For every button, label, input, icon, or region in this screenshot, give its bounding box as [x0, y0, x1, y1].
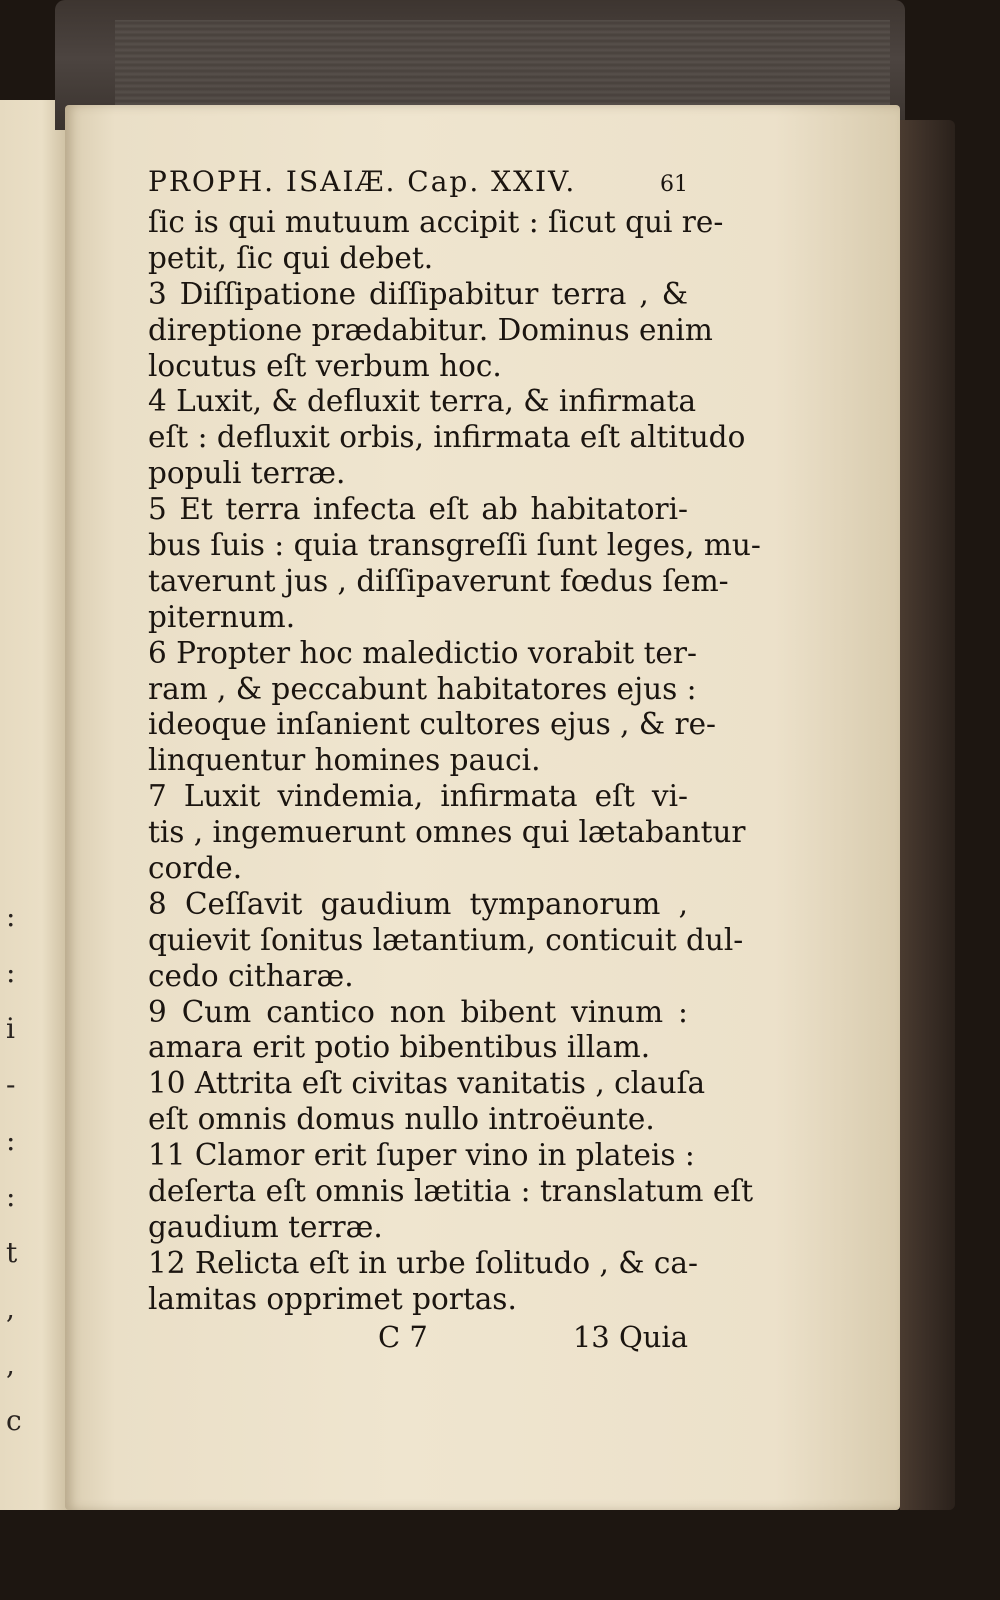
- text-line: ideoque inſanient cultores ejus , & re-: [148, 707, 717, 742]
- text-line: gaudium terræ.: [148, 1209, 383, 1244]
- left-fragment: ,: [6, 1292, 15, 1325]
- text-line: ſic is qui mutuum accipit : ſicut qui re-: [148, 205, 724, 239]
- left-fragment: -: [6, 1068, 16, 1101]
- left-fragment: :: [6, 1124, 16, 1157]
- text-line: locutus eſt verbum hoc.: [148, 348, 502, 383]
- text-line: eſt : defluxit orbis, infirmata eſt altitudo: [148, 420, 746, 455]
- text-line: 8 Ceſſavit gaudium tympanorum ,: [148, 886, 688, 921]
- running-head-title: PROPH. ISAIÆ. Cap. XXIV.: [148, 165, 577, 198]
- text-line: deſerta eſt omnis lætitia : translatum eſt: [148, 1174, 754, 1209]
- left-page-edge: [0, 100, 72, 1510]
- left-fragment: i: [6, 1012, 15, 1045]
- left-page-fragments: [6, 900, 46, 1460]
- text-line: direptione prædabitur. Dominus enim: [148, 312, 713, 347]
- catchword: 13 Quia: [572, 1319, 688, 1354]
- left-fragment: :: [6, 956, 16, 989]
- text-line: 6 Propter hoc maledictio vorabit ter-: [148, 635, 697, 670]
- text-line: taverunt jus , diſſipaverunt fœdus ſem-: [148, 563, 729, 598]
- left-fragment: ,: [6, 1348, 15, 1381]
- left-fragment: :: [6, 900, 16, 933]
- text-line: 12 Relicta eſt in urbe ſolitudo , & ca-: [148, 1245, 698, 1280]
- left-fragment: :: [6, 1180, 16, 1213]
- text-line: 5 Et terra infecta eſt ab habitatori-: [148, 492, 688, 527]
- text-line: piternum.: [148, 599, 296, 634]
- text-line: cedo citharæ.: [148, 958, 354, 993]
- page-footer: [148, 1320, 688, 1360]
- page-text: [148, 165, 761, 1360]
- text-line: amara erit potio bibentibus illam.: [148, 1030, 651, 1065]
- running-head: [148, 165, 688, 205]
- left-fragment: t: [6, 1236, 18, 1269]
- text-line: populi terræ.: [148, 456, 346, 491]
- text-line: bus ſuis : quia transgreſſi ſunt leges, mu-: [148, 528, 761, 563]
- text-line: 3 Diſſipatione diſſipabitur terra , &: [148, 276, 688, 311]
- page-stack-top: [115, 20, 890, 110]
- text-line: 4 Luxit, & defluxit terra, & infirmata: [148, 384, 697, 419]
- text-line: 9 Cum cantico non bibent vinum :: [148, 994, 688, 1029]
- page-number: 61: [660, 172, 688, 197]
- text-line: lamitas opprimet portas.: [148, 1281, 517, 1316]
- text-line: quievit ſonitus lætantium, conticuit dul-: [148, 922, 744, 957]
- text-line: 7 Luxit vindemia, infirmata eſt vi-: [148, 779, 688, 814]
- text-line: linquentur homines pauci.: [148, 743, 541, 778]
- text-line: 11 Clamor erit ſuper vino in plateis :: [148, 1138, 695, 1173]
- text-line: petit, ſic qui debet.: [148, 240, 434, 275]
- text-line: ram , & peccabunt habitatores ejus :: [148, 671, 697, 706]
- text-line: eſt omnis domus nullo introëunte.: [148, 1102, 655, 1137]
- signature-mark: C 7: [378, 1319, 428, 1354]
- left-fragment: c: [6, 1404, 22, 1437]
- text-line: tis , ingemuerunt omnes qui lætabantur: [148, 815, 746, 850]
- text-line: 10 Attrita eſt civitas vanitatis , clauſa: [148, 1066, 706, 1101]
- book-fore-edge: [900, 120, 955, 1510]
- text-line: corde.: [148, 851, 243, 886]
